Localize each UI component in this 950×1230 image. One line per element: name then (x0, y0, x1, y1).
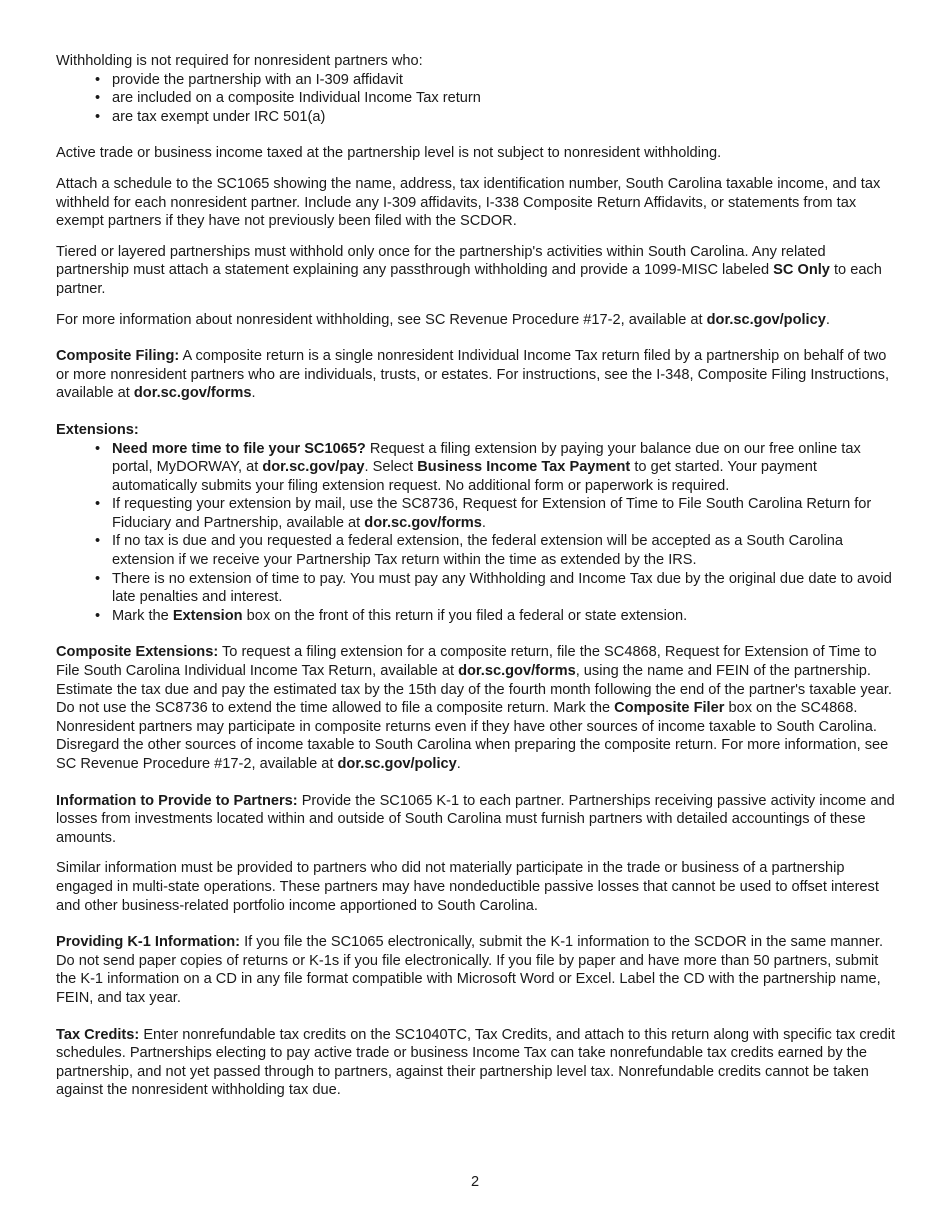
similar-info-paragraph: Similar information must be provided to partners who did not materially participate in the trade or business of a partnership engaged in multi-state operations. These partners may have nondeductible passive losses that cannot be used to offset interest and other business-related portfolio income apportioned to South Carolina. (56, 860, 879, 914)
instructions-page (56, 52, 896, 1100)
k1-info-heading: Providing K-1 Information: (56, 934, 241, 951)
forms-link[interactable]: dor.sc.gov/forms (133, 385, 252, 402)
partner-info-heading: Information to Provide to Partners: (56, 792, 298, 809)
list-item: • If no tax is due and you requested a federal extension, the federal extension will be accepted as a South Carolina extension if we receive your Partnership Tax return within the time as extended by the IRS. (112, 532, 896, 569)
extensions-list (56, 440, 896, 626)
withholding-intro: Withholding is not required for nonresident partners who: (56, 53, 423, 69)
list-item: • Mark the Extension box on the front of this return if you filed a federal or state extension. (112, 607, 896, 626)
sc-only-label: SC Only (773, 262, 830, 279)
forms-link[interactable]: dor.sc.gov/forms (458, 663, 576, 680)
more-info-paragraph: For more information about nonresident withholding, see SC Revenue Procedure #17-2, available at dor.sc.gov/policy. (56, 311, 830, 328)
composite-filing-heading: Composite Filing: (56, 348, 180, 365)
list-item: • If requesting your extension by mail, use the SC8736, Request for Extension of Time to File South Carolina Return for Fiduciary and Partnership, available at dor.sc.gov/forms. (112, 495, 896, 532)
tax-credits-section: Tax Credits: Enter nonrefundable tax credits on the SC1040TC, Tax Credits, and attach to this return along with specific tax credit schedules. Partnerships electing to pay active trade or business Income Tax can take nonrefundable tax credits earned by the partnership, and not yet passed through to partners, against their partnership level tax. Nonrefundable credits cannot be taken against the nonresident withholding tax due. (56, 1026, 896, 1099)
composite-filing-section: Composite Filing: A composite return is a single nonresident Individual Income Tax return filed by a partnership on behalf of two or more nonresident partners who are individuals, trusts, or estates. For instructions, see the I-348, Composite Filing Instructions, available at dor.sc.gov/forms. (56, 348, 890, 402)
attach-schedule-paragraph: Attach a schedule to the SC1065 showing the name, address, tax identification number, South Carolina taxable income, and tax withheld for each nonresident partner. Include any I-309 affidavits, I-338 Composite Return Affidavits, or statements from tax exempt partners if they have not previously been filed with the SCDOR. (56, 175, 881, 230)
list-item: • are tax exempt under IRC 501(a) (112, 108, 896, 127)
tiered-partnerships-paragraph: Tiered or layered partnerships must withhold only once for the partnership's activities within South Carolina. Any related partnership must attach a statement explaining any passthrough withholding and provide a 1099-MISC labeled SC Only to each partner. (56, 243, 882, 297)
partner-info-section: Information to Provide to Partners: Provide the SC1065 K-1 to each partner. Partnerships receiving passive activity income and losses from investments located within and outside of South Carolina must furnish partners with detailed accountings of these amounts. (56, 792, 895, 846)
withholding-exemptions-list (56, 71, 896, 127)
list-item: • Need more time to file your SC1065? Request a filing extension by paying your balance due on our free online tax portal, MyDORWAY, at dor.sc.gov/pay. Select Business Income Tax Payment to get started. Your payment automatically submits your filing extension request. No additional form or paperwork is required. (112, 440, 896, 496)
active-trade-paragraph: Active trade or business income taxed at the partnership level is not subject to nonresident withholding. (56, 145, 722, 162)
extensions-heading: Extensions: (56, 421, 139, 438)
policy-link[interactable]: dor.sc.gov/policy (337, 756, 457, 772)
composite-extensions-section: Composite Extensions: To request a filing extension for a composite return, file the SC4868, Request for Extension of Time to File South Carolina Individual Income Tax Return, available at dor.sc.gov/forms, using the name and FEIN of the partnership. Estimate the tax due and pay the estimated tax by the 15th day of the fourth month following the end of the partner's taxable year. Do not use the SC8736 to extend the time allowed to file a composite return. Mark the Composite Filer box on the SC4868. Nonresident partners may participate in composite returns even if they have other sources of income taxable to South Carolina. Disregard the other sources of income taxable to South Carolina when preparing the composite return. For more information, see SC Revenue Procedure #17-2, available at dor.sc.gov/policy. (56, 644, 892, 772)
list-item: • There is no extension of time to pay. You must pay any Withholding and Income Tax due by the original due date to avoid late penalties and interest. (112, 570, 896, 607)
k1-info-section: Providing K-1 Information: If you file the SC1065 electronically, submit the K-1 information to the SCDOR in the same manner. Do not send paper copies of returns or K-1s if you file electronically. If you file by paper and have more than 50 partners, submit the K-1 information on a CD in any file format compatible with Microsoft Word or Excel. Label the CD with the partnership name, FEIN, and tax year. (56, 934, 884, 1006)
forms-link[interactable]: dor.sc.gov/forms (364, 514, 482, 531)
list-item: • provide the partnership with an I-309 affidavit (112, 71, 896, 90)
tax-credits-heading: Tax Credits: (56, 1026, 140, 1043)
policy-link[interactable]: dor.sc.gov/policy (706, 311, 826, 328)
page-number: 2 (470, 1174, 480, 1190)
pay-link[interactable]: dor.sc.gov/pay (262, 459, 365, 476)
composite-extensions-heading: Composite Extensions: (56, 644, 219, 661)
list-item: • are included on a composite Individual Income Tax return (112, 89, 896, 108)
